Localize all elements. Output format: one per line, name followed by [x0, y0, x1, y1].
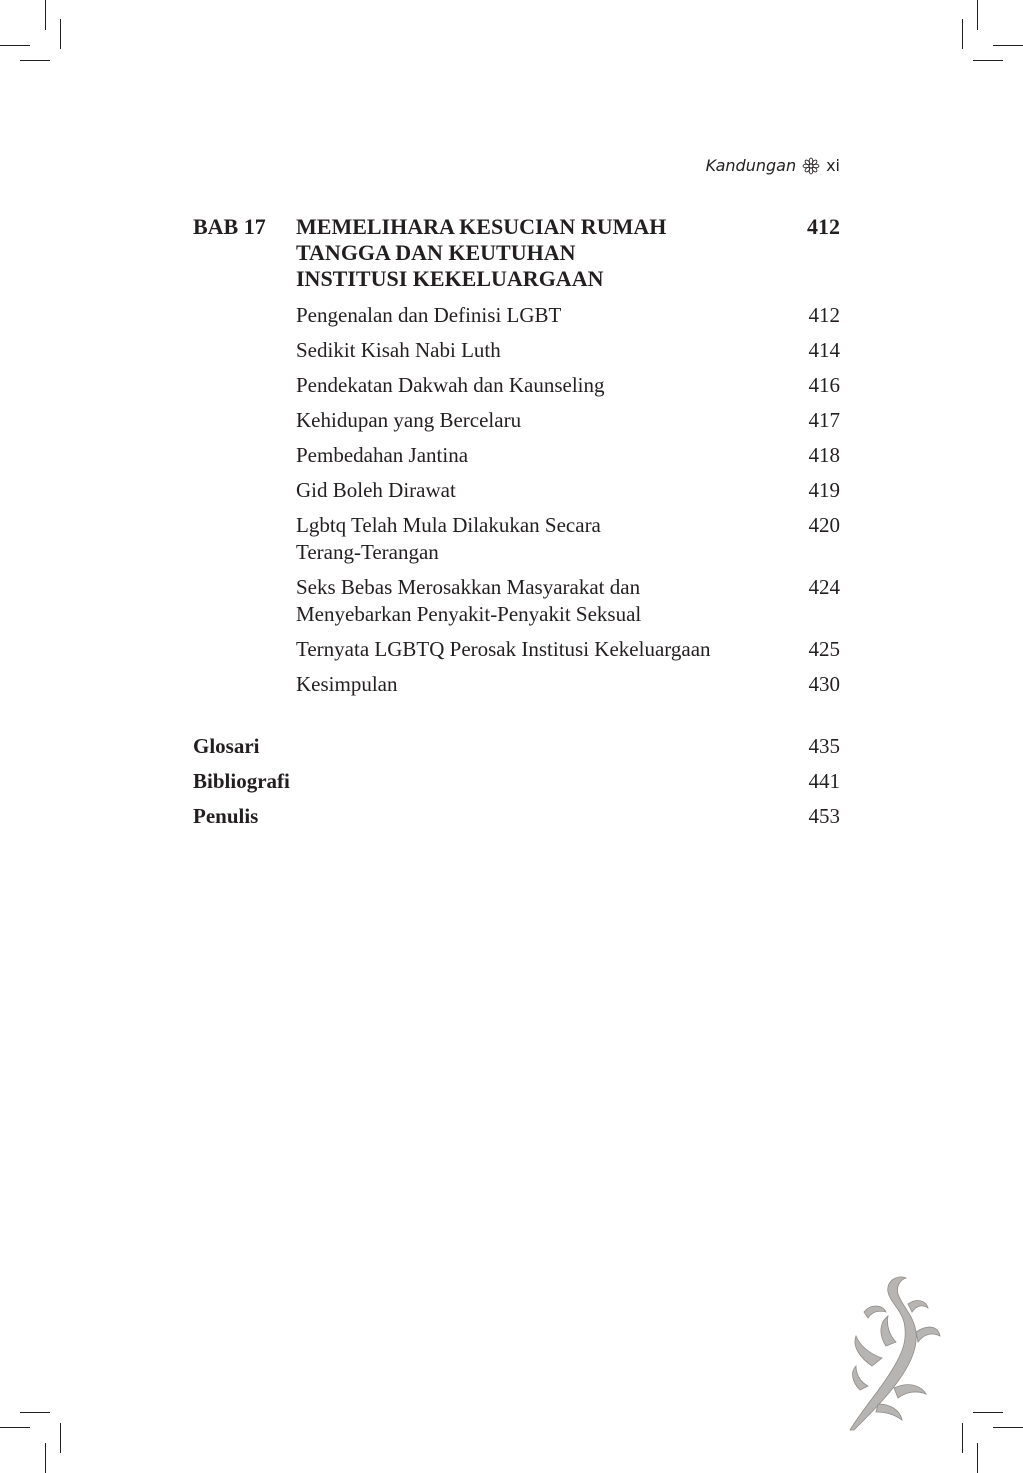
chapter-title-line: TANGGA DAN KEUTUHAN [296, 240, 576, 265]
chapter-title-line: MEMELIHARA KESUCIAN RUMAH [296, 214, 667, 239]
toc-entries [296, 302, 840, 698]
running-head-title: Kandungan [705, 156, 797, 175]
toc-entry-title-line: Pembedahan Jantina [296, 443, 469, 467]
toc-entry-title [296, 574, 809, 628]
toc-entry [296, 671, 840, 698]
chapter-title [296, 214, 807, 292]
chapter-page: 412 [807, 214, 840, 239]
toc-entry-title-line: Terang-Terangan [296, 540, 439, 564]
table-of-contents [193, 214, 840, 838]
rosette-icon [802, 157, 820, 175]
floral-ornament-icon [842, 1270, 942, 1432]
toc-entry-title [296, 407, 809, 434]
backmatter-title: Bibliografi [193, 769, 290, 793]
toc-entry-page: 418 [808, 443, 840, 467]
toc-entry-title [296, 442, 809, 469]
toc-entry-page: 419 [808, 478, 840, 502]
toc-entry-title [296, 636, 809, 663]
backmatter-page: 441 [808, 769, 840, 793]
backmatter-title: Penulis [193, 804, 259, 828]
toc-entry [296, 302, 840, 329]
toc-entry-title-line: Menyebarkan Penyakit-Penyakit Seksual [296, 602, 642, 626]
toc-entry-title-line: Ternyata LGBTQ Perosak Institusi Kekeluargaan [296, 637, 711, 661]
toc-entry-page: 424 [808, 575, 840, 599]
backmatter-title: Glosari [193, 734, 260, 758]
toc-entry-title [296, 302, 809, 329]
toc-entry-title [296, 671, 809, 698]
toc-entry-title-line: Sedikit Kisah Nabi Luth [296, 338, 501, 362]
toc-entry-page: 425 [808, 637, 840, 661]
toc-entry-page: 430 [808, 672, 840, 696]
toc-entry-title-line: Pengenalan dan Definisi LGBT [296, 303, 562, 327]
backmatter-item-bibliografi [193, 768, 840, 795]
backmatter-item-glosari [193, 733, 840, 760]
toc-entry-title [296, 512, 809, 566]
toc-entry-title [296, 477, 809, 504]
toc-entry-page: 414 [808, 338, 840, 362]
toc-entry [296, 574, 840, 628]
toc-entry-page: 416 [808, 373, 840, 397]
toc-entry [296, 372, 840, 399]
toc-entry-title-line: Seks Bebas Merosakkan Masyarakat dan [296, 575, 641, 599]
toc-entry-title-line: Lgbtq Telah Mula Dilakukan Secara [296, 513, 601, 537]
toc-entry-title-line: Kesimpulan [296, 672, 398, 696]
running-head [706, 156, 840, 175]
toc-entry-page: 420 [808, 513, 840, 537]
toc-entry-title-line: Gid Boleh Dirawat [296, 478, 456, 502]
toc-entry [296, 512, 840, 566]
toc-entry-page: 412 [808, 303, 840, 327]
chapter-heading [193, 214, 840, 292]
toc-entry [296, 636, 840, 663]
toc-entry [296, 337, 840, 364]
toc-entry-title [296, 372, 809, 399]
backmatter-item-penulis [193, 803, 840, 830]
backmatter-page: 453 [808, 804, 840, 828]
backmatter-page: 435 [808, 734, 840, 758]
chapter-label: BAB 17 [193, 214, 266, 239]
toc-entry [296, 442, 840, 469]
toc-entry-title [296, 337, 809, 364]
toc-entry [296, 407, 840, 434]
toc-entry-page: 417 [808, 408, 840, 432]
toc-entry-title-line: Kehidupan yang Bercelaru [296, 408, 522, 432]
chapter-title-line: INSTITUSI KEKELUARGAAN [296, 266, 604, 291]
toc-entry-title-line: Pendekatan Dakwah dan Kaunseling [296, 373, 605, 397]
running-head-page: xi [826, 156, 840, 175]
backmatter-list [193, 733, 840, 830]
toc-entry [296, 477, 840, 504]
